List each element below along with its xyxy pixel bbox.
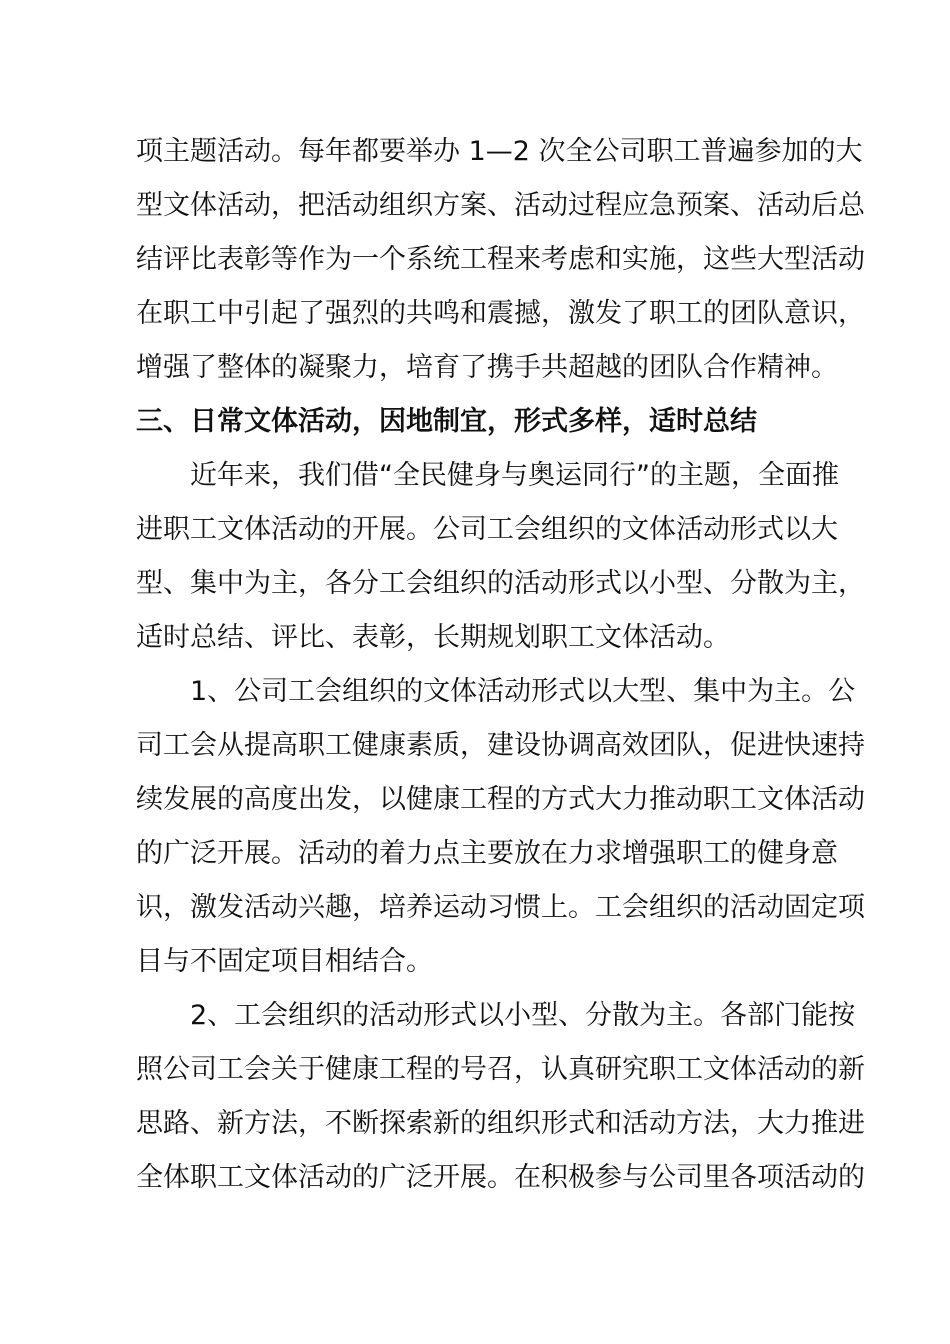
body-text-line: 型、集中为主，各分工会组织的活动形式以小型、分散为主，	[136, 568, 865, 599]
body-text-line: 适时总结、评比、表彰，长期规划职工文体活动。	[136, 622, 730, 653]
body-text-line: 结评比表彰等作为一个系统工程来考虑和实施，这些大型活动	[136, 244, 865, 275]
body-text-line: 进职工文体活动的开展。公司工会组织的文体活动形式以大	[136, 514, 838, 545]
body-text-line: 思路、新方法，不断探索新的组织形式和活动方法，大力推进	[136, 1108, 865, 1139]
body-text-line: 2、工会组织的活动形式以小型、分散为主。各部门能按	[190, 1000, 856, 1031]
section-heading: 三、日常文体活动，因地制宜，形式多样，适时总结	[136, 406, 757, 437]
body-text-line: 识，激发活动兴趣，培养运动习惯上。工会组织的活动固定项	[136, 892, 865, 923]
body-text-line: 型文体活动，把活动组织方案、活动过程应急预案、活动后总	[136, 190, 865, 221]
body-text-line: 近年来，我们借“全民健身与奥运同行”的主题，全面推	[190, 460, 839, 491]
body-text-line: 目与不固定项目相结合。	[136, 946, 433, 977]
body-text-line: 项主题活动。每年都要举办 1—2 次全公司职工普遍参加的大	[136, 136, 863, 167]
body-text-line: 续发展的高度出发，以健康工程的方式大力推动职工文体活动	[136, 784, 865, 815]
body-text-line: 全体职工文体活动的广泛开展。在积极参与公司里各项活动的	[136, 1162, 865, 1193]
body-text-line: 的广泛开展。活动的着力点主要放在力求增强职工的健身意	[136, 838, 838, 869]
body-text-line: 在职工中引起了强烈的共鸣和震撼，激发了职工的团队意识，	[136, 298, 865, 329]
body-text-line: 照公司工会关于健康工程的号召，认真研究职工文体活动的新	[136, 1054, 865, 1085]
body-text-line: 司工会从提高职工健康素质，建设协调高效团队，促进快速持	[136, 730, 865, 761]
body-text-line: 1、公司工会组织的文体活动形式以大型、集中为主。公	[190, 676, 856, 707]
body-text-line: 增强了整体的凝聚力，培育了携手共超越的团队合作精神。	[136, 352, 838, 383]
document-page	[136, 125, 865, 1205]
